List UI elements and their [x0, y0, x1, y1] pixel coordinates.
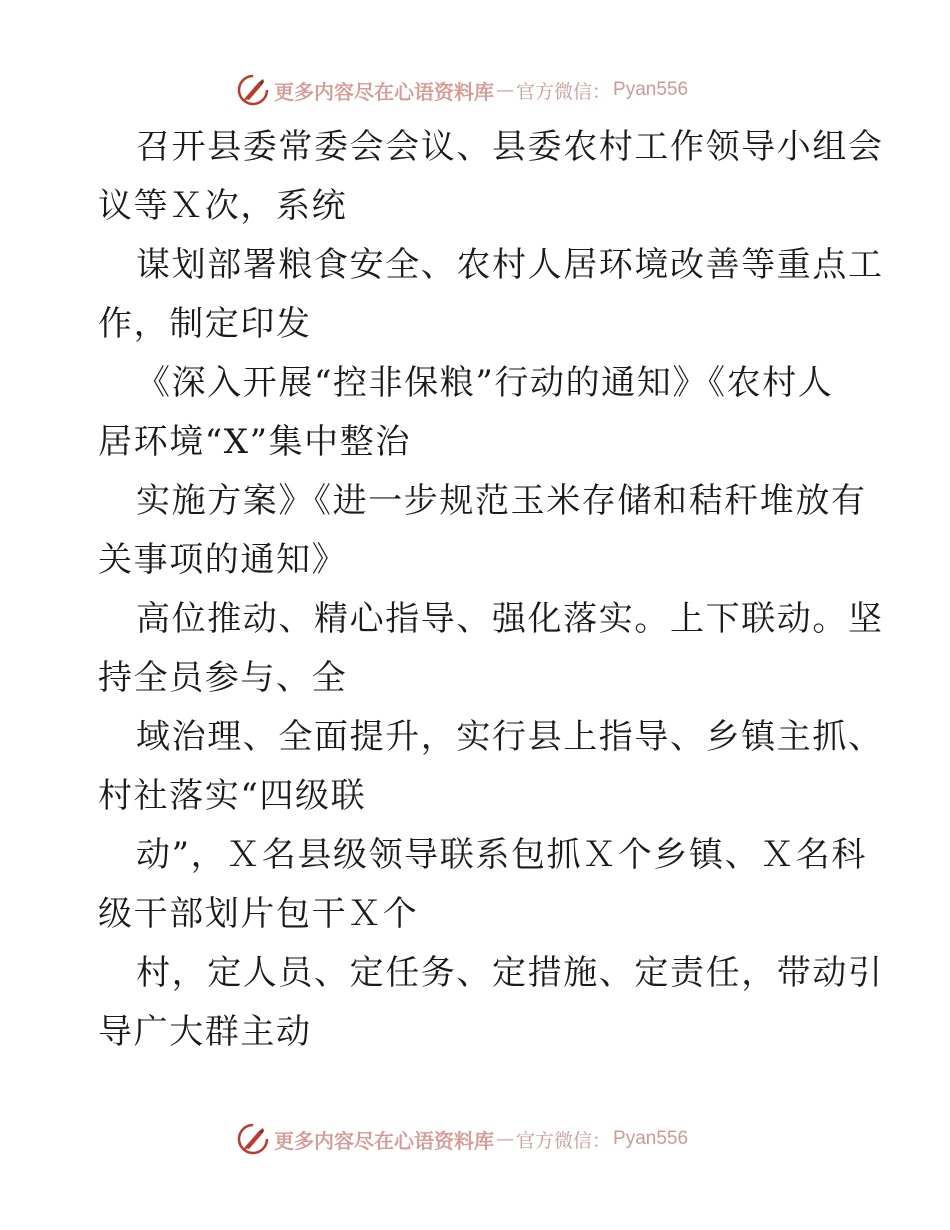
footer-banner-separator: — [496, 1128, 514, 1150]
text-line: 《深入开展“控非保粮”行动的通知》《农村人 [136, 363, 834, 403]
text-line: 实施方案》《进一步规范玉米存储和秸秆堆放有 [136, 481, 867, 521]
text-line: 关事项的通知》 [98, 540, 348, 580]
text-line: 导广大群主动 [98, 1012, 312, 1052]
header-watermark [236, 72, 688, 108]
text-line: 级干部划片包干Ｘ个 [98, 894, 419, 934]
text-line: 谋划部署粮食安全、农村人居环境改善等重点工 [136, 245, 884, 285]
text-line: 动”，Ｘ名县级领导联系包抓Ｘ个乡镇、Ｘ名科 [136, 835, 867, 875]
header-banner-separator: — [496, 79, 514, 101]
text-line: 村社落实“四级联 [98, 776, 367, 816]
footer-wechat-id: Pyan556 [613, 1128, 689, 1149]
text-line: 域治理、全面提升，实行县上指导、乡镇主抓、 [136, 717, 884, 757]
header-banner-text: 更多内容尽在心语资料库 [274, 79, 494, 104]
text-line: 高位推动、精心指导、强化落实。上下联动。坚 [136, 599, 884, 639]
text-line: 召开县委常委会会议、县委农村工作领导小组会 [136, 127, 884, 167]
header-wechat-id: Pyan556 [613, 79, 689, 100]
text-line: 作，制定印发 [98, 304, 312, 344]
quill-logo-icon [236, 1122, 270, 1156]
text-line: 居环境“X”集中整治 [98, 422, 411, 462]
text-line: 村，定人员、定任务、定措施、定责任，带动引 [136, 953, 884, 993]
document-body [98, 118, 884, 1062]
header-wechat-label: 官方微信： [516, 80, 612, 103]
text-line: 议等Ｘ次，系统 [98, 186, 348, 226]
text-line: 持全员参与、全 [98, 658, 348, 698]
footer-watermark [236, 1121, 688, 1157]
footer-wechat-label: 官方微信： [516, 1129, 612, 1152]
footer-banner-text: 更多内容尽在心语资料库 [274, 1128, 494, 1153]
quill-logo-icon [236, 73, 270, 107]
